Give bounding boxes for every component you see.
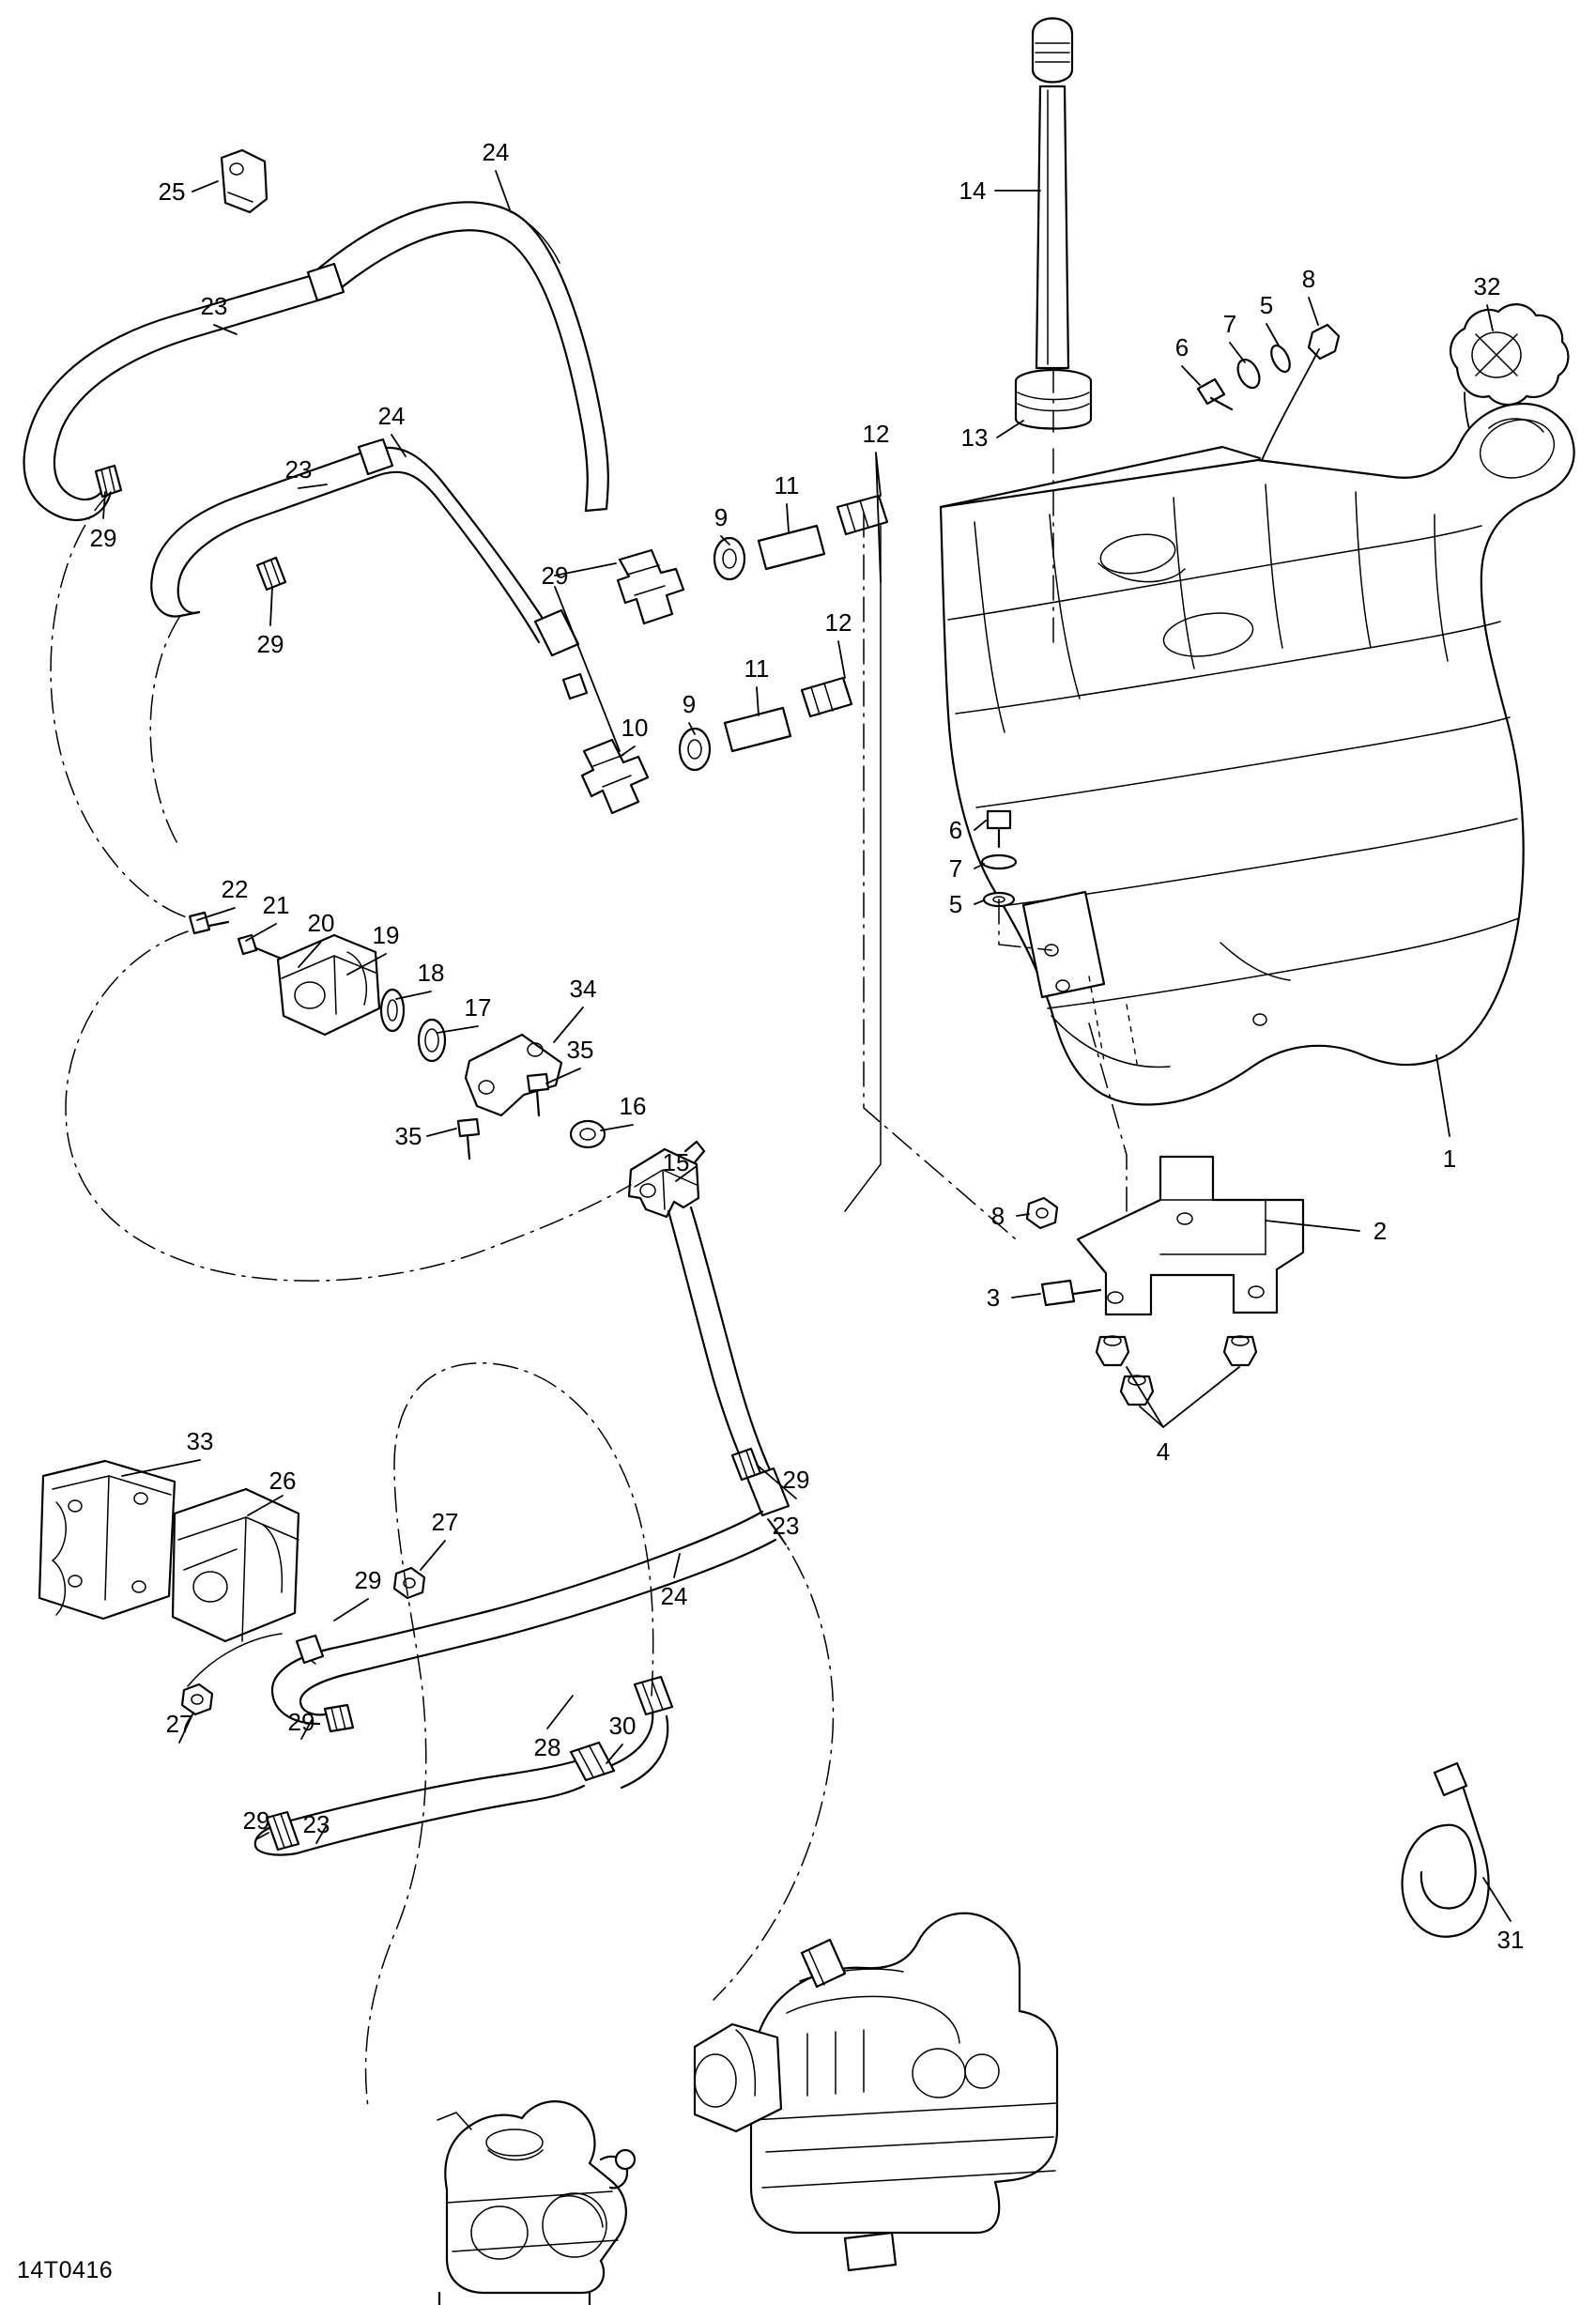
part-2-tank-bracket	[1078, 1157, 1303, 1314]
leader-11a	[787, 504, 789, 531]
leader-5b	[974, 900, 984, 904]
part-18-washer	[381, 990, 404, 1031]
leader-29d	[334, 1599, 368, 1621]
part-20-19-pump-body	[278, 935, 379, 1035]
leader-1	[1436, 1055, 1450, 1136]
callout-17: 17	[464, 993, 492, 1022]
callout-23-upper: 23	[200, 292, 228, 320]
callout-15: 15	[662, 1148, 690, 1176]
callout-35-b: 35	[394, 1122, 422, 1150]
callout-12-a: 12	[862, 420, 890, 448]
callout-23-c: 23	[302, 1810, 330, 1838]
part-35-screw-b	[458, 1119, 479, 1159]
callout-14: 14	[959, 177, 987, 205]
callout-11-b: 11	[744, 654, 770, 683]
reference-engine	[695, 1913, 1057, 2270]
part-10-t-fitting-lower	[582, 740, 648, 813]
part-25-clamp	[222, 150, 267, 212]
callout-12-b: 12	[824, 608, 852, 637]
leader-13	[997, 421, 1023, 438]
callout-27-b: 27	[165, 1710, 193, 1738]
link-27b	[188, 1634, 282, 1686]
leader-27a	[421, 1541, 445, 1570]
leader-28	[547, 1696, 573, 1729]
callout-33: 33	[186, 1427, 214, 1455]
part-26-fuel-pump	[173, 1489, 299, 1641]
callout-34: 34	[569, 975, 597, 1003]
leader-21	[246, 924, 276, 941]
sheet-code: 14T0416	[17, 2257, 114, 2283]
callout-29-e: 29	[287, 1708, 315, 1736]
leader-3	[1012, 1294, 1040, 1298]
leader-12b	[838, 641, 845, 678]
part-14-dipstick	[1033, 19, 1072, 369]
route-dash-carb	[714, 1521, 834, 2000]
callout-35-a: 35	[566, 1036, 594, 1064]
leader-25	[192, 181, 218, 192]
callout-9-b: 9	[682, 690, 697, 718]
callout-29-d: 29	[354, 1566, 382, 1594]
callout-29-g: 29	[782, 1466, 810, 1494]
part-12-clamp-lower	[802, 678, 852, 716]
callout-24-upper: 24	[482, 138, 510, 166]
part-6-bolt-upper	[1198, 379, 1232, 409]
part-8-nut-lower	[1027, 1198, 1057, 1228]
callout-29-c: 29	[541, 561, 569, 590]
callout-6-a: 6	[1174, 333, 1189, 361]
callout-11-a: 11	[774, 471, 800, 499]
callout-29-f: 29	[242, 1806, 270, 1835]
part-24-upper-hose	[310, 202, 608, 511]
callout-26: 26	[269, 1467, 297, 1495]
leader-6a	[1182, 366, 1200, 385]
leader-24c	[674, 1554, 680, 1577]
callout-27-a: 27	[431, 1508, 459, 1536]
callout-23-d: 23	[772, 1512, 800, 1540]
part-17-oring	[419, 1020, 445, 1061]
leader-5a	[1266, 324, 1279, 346]
part-5-washer-upper	[1267, 343, 1294, 375]
part-7-washer-upper	[1234, 356, 1264, 392]
route-dash-hose23	[51, 492, 190, 918]
leader-33	[122, 1460, 200, 1476]
callout-18: 18	[417, 959, 445, 987]
part-11-tube-upper	[759, 526, 824, 569]
leader-16	[601, 1125, 633, 1130]
callout-8-b: 8	[990, 1202, 1005, 1230]
leader-7a	[1230, 343, 1245, 362]
clip-29-mid	[563, 674, 587, 699]
leader-23b	[299, 484, 327, 488]
callout-1: 1	[1442, 1145, 1457, 1173]
part-4-grommets	[1097, 1336, 1256, 1405]
callout-3: 3	[986, 1283, 1001, 1312]
callout-29-b: 29	[256, 630, 284, 658]
part-3-bolt	[1042, 1281, 1100, 1305]
part-31-cable-tie	[1403, 1763, 1489, 1937]
callout-29-a: 29	[89, 524, 117, 552]
part-27-nut-a	[394, 1568, 424, 1598]
leader-29b	[270, 588, 272, 625]
callout-24-second: 24	[377, 402, 406, 430]
part-33-mount-plate	[39, 1461, 175, 1619]
callout-23-second: 23	[284, 455, 313, 484]
callout-25: 25	[158, 177, 186, 206]
leader-24b	[391, 435, 406, 456]
callout-9-a: 9	[714, 503, 729, 531]
callout-13: 13	[960, 423, 989, 452]
callout-6-b: 6	[948, 816, 963, 844]
part-1-fuel-tank	[941, 404, 1574, 1105]
leader-10	[620, 746, 635, 757]
callout-7-b: 7	[948, 854, 963, 883]
callout-24-lower: 24	[660, 1582, 688, 1610]
callout-19: 19	[372, 921, 400, 949]
reference-carburetor	[437, 2101, 635, 2305]
part-12-clamp-upper	[837, 496, 887, 534]
callout-32: 32	[1473, 272, 1501, 300]
callout-28: 28	[533, 1733, 561, 1761]
callout-7-a: 7	[1222, 310, 1237, 338]
part-16-washer	[571, 1121, 605, 1147]
part-7-washer-lower	[982, 855, 1016, 868]
callout-20: 20	[307, 909, 335, 937]
part-24-second-hose	[362, 448, 578, 655]
callout-30: 30	[608, 1712, 637, 1740]
leader-18	[396, 991, 431, 999]
callout-5-a: 5	[1259, 291, 1274, 319]
leader-11b	[757, 687, 759, 715]
callout-5-b: 5	[948, 890, 963, 918]
leader-35b	[427, 1129, 456, 1136]
part-24-lower-hose	[272, 1207, 789, 1731]
callout-8-a: 8	[1301, 265, 1316, 293]
callout-31: 31	[1496, 1926, 1525, 1954]
callout-2: 2	[1373, 1217, 1388, 1245]
leader-8a	[1309, 298, 1318, 325]
route-dash-hose23b	[150, 616, 180, 845]
callout-4: 4	[1156, 1437, 1171, 1466]
callout-22: 22	[221, 875, 249, 903]
part-35-screw-a	[528, 1074, 548, 1115]
leader-29c	[555, 563, 620, 751]
callout-21: 21	[262, 891, 290, 919]
part-10-t-fitting-upper	[618, 550, 683, 623]
callout-16: 16	[619, 1092, 647, 1120]
callout-10: 10	[621, 714, 649, 742]
part-32-fuel-cap	[1450, 304, 1568, 405]
part-8-nut-upper	[1309, 325, 1339, 359]
part-11-tube-lower	[725, 708, 790, 751]
